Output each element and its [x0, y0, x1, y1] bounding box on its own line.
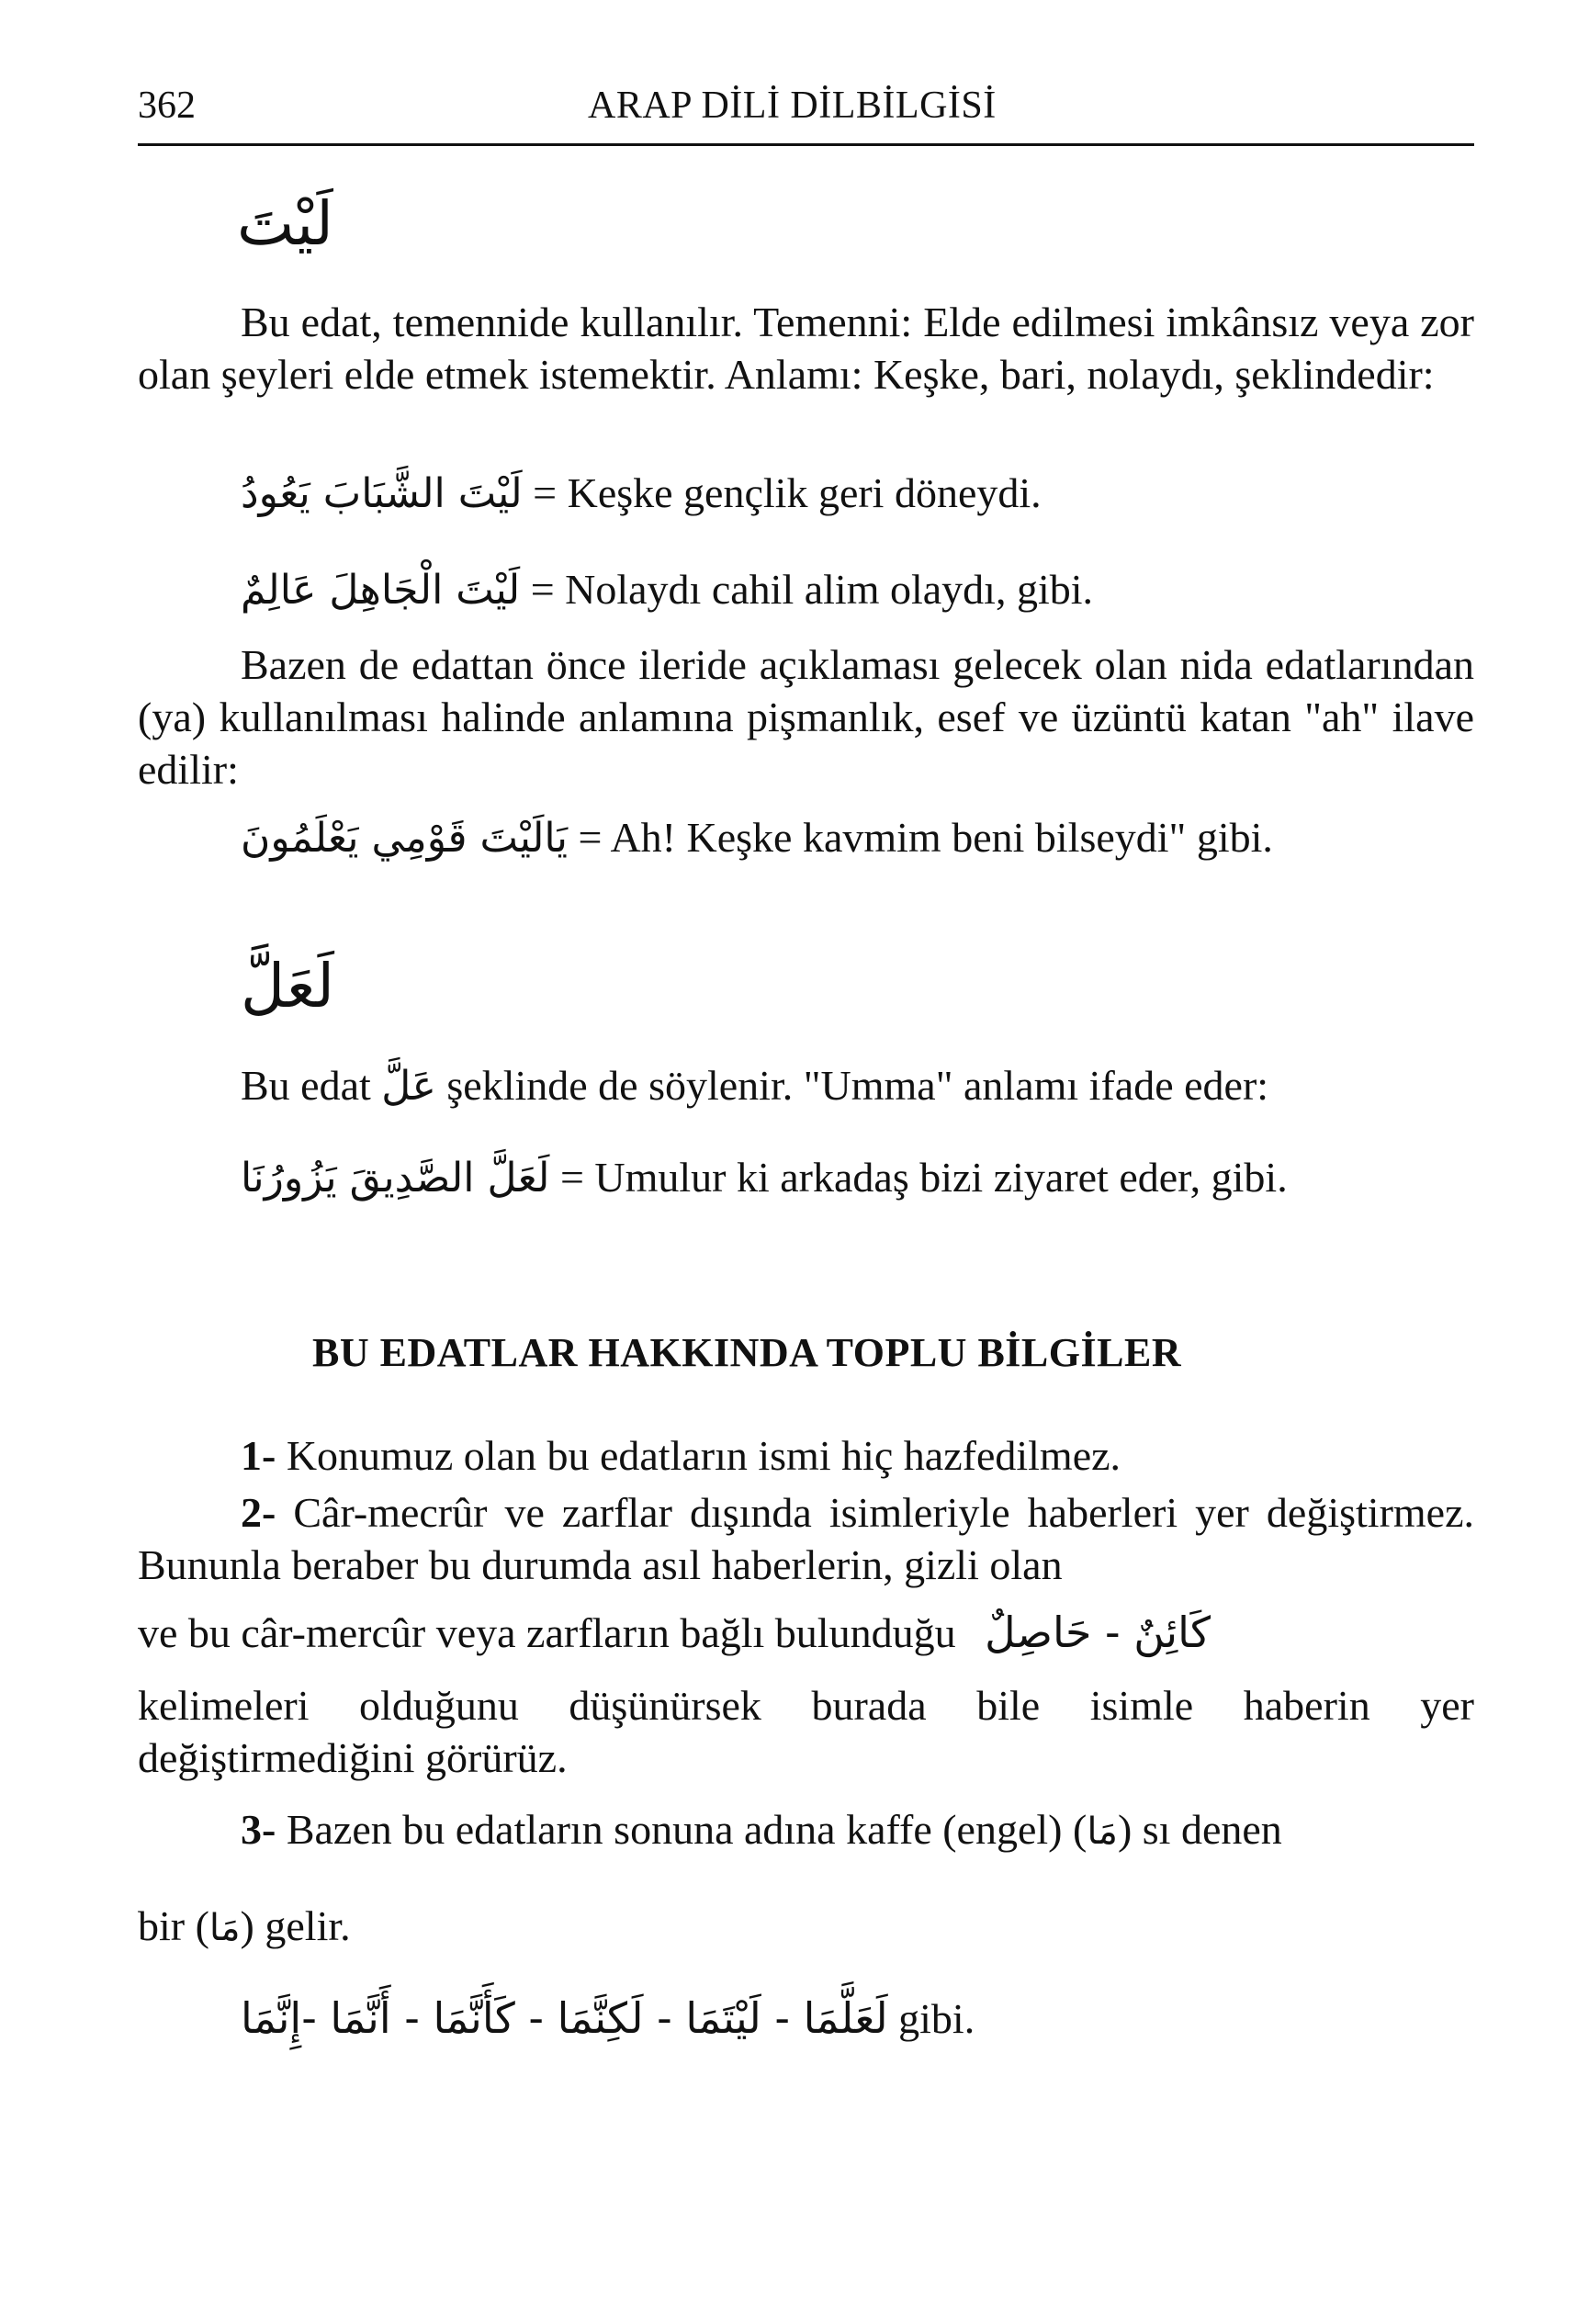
- page: [138, 83, 1474, 146]
- example-line-4: [241, 1153, 1288, 1201]
- term-lealle: لَعَلَّ: [241, 951, 334, 1021]
- item-3-text-b: ) sı denen: [1117, 1806, 1282, 1853]
- summary-item-3-line-1: [241, 1805, 1282, 1854]
- example-translation-2: = Nolaydı cahil alim olaydı, gibi.: [530, 566, 1094, 613]
- item-2-text-c: kelimeleri olduğunu düşünürsek burada bile isimle haberin yer değiştirmediğini görürüz.: [138, 1682, 1474, 1781]
- page-header: [138, 83, 1474, 146]
- item-3-text-a: Bazen bu edatların sonuna adına kaffe (engel) (: [286, 1806, 1088, 1853]
- summary-item-2-part-b: [138, 1608, 1474, 1657]
- summary-item-3-line-2: [138, 1901, 351, 1950]
- item-2-arabic-words: كَائِنٌ - حَاصِلٌ: [985, 1608, 1211, 1657]
- item-3-ma-2: مَا: [208, 1907, 241, 1949]
- example-arabic-1: لَيْتَ الشَّبَابَ يَعُودُ: [241, 470, 523, 517]
- term-leyte: لَيْتَ: [237, 188, 333, 259]
- example-arabic-2: لَيْتَ الْجَاهِلَ عَالِمٌ: [241, 567, 521, 614]
- lealle-text-after: şeklinde de söylenir. "Umma" anlamı ifade eder:: [446, 1062, 1269, 1109]
- example-line-2: [241, 565, 1093, 614]
- summary-item-3-examples: [241, 1993, 975, 2043]
- paragraph-nida: [138, 638, 1474, 795]
- example-line-1: [241, 468, 1042, 517]
- item-1-text: Konumuz olan bu edatların ismi hiç hazfedilmez.: [286, 1432, 1121, 1479]
- lealle-description-line: [241, 1061, 1268, 1110]
- item-2-text-b: ve bu câr-mercûr veya zarfların bağlı bulunduğu: [138, 1609, 956, 1656]
- example-translation-1: = Keşke gençlik geri döneydi.: [533, 469, 1042, 516]
- item-3-text-d: ) gelir.: [240, 1902, 351, 1949]
- item-2-number: 2-: [241, 1489, 276, 1536]
- lealle-variant-arabic: عَلَّ: [381, 1063, 436, 1110]
- summary-item-1: [241, 1431, 1121, 1480]
- example-arabic-3: يَالَيْتَ قَوْمِي يَعْلَمُونَ: [241, 815, 569, 862]
- item-3-list-suffix: gibi.: [898, 1995, 975, 2042]
- paragraph-nida-text: Bazen de edattan önce ileride açıklaması gelecek olan nida edatlarından (ya) kullanılması halinde anlamına pişmanlık, esef ve üzüntü katan "ah" ilave edilir:: [138, 641, 1474, 793]
- running-title: ARAP DİLİ DİLBİLGİSİ: [588, 85, 997, 127]
- item-2-text-a: Câr-mecrûr ve zarflar dışında isimleriyle haberleri yer değiştirmez. Bununla beraber bu durumda asıl haberlerin, gizli olan: [138, 1489, 1475, 1588]
- example-arabic-4: لَعَلَّ الصَّدِيقَ يَزُورُنَا: [241, 1155, 550, 1201]
- page-number: 362: [138, 85, 196, 127]
- example-translation-4: = Umulur ki arkadaş bizi ziyaret eder, gibi.: [559, 1154, 1288, 1201]
- summary-item-2-part-a: [138, 1486, 1474, 1591]
- item-3-ma-1: مَا: [1087, 1811, 1118, 1853]
- item-3-text-c: bir (: [138, 1902, 209, 1949]
- item-3-number: 3-: [241, 1806, 276, 1853]
- paragraph-leyte-definition: [138, 296, 1474, 400]
- example-translation-3: = Ah! Keşke kavmim beni bilseydi" gibi.: [578, 814, 1273, 861]
- summary-item-2-part-c: [138, 1679, 1474, 1784]
- lealle-text-before: Bu edat: [241, 1062, 371, 1109]
- example-line-3: [241, 813, 1273, 862]
- item-1-number: 1-: [241, 1432, 276, 1479]
- summary-heading: BU EDATLAR HAKKINDA TOPLU BİLGİLER: [312, 1330, 1182, 1375]
- item-3-arabic-list: لَعَلَّمَا - لَيْتَمَا - لَكِنَّمَا - كَأَنَّمَا - أَنَّمَا -إِنَّمَا: [241, 1993, 888, 2043]
- paragraph-text: Bu edat, temennide kullanılır. Temenni: Elde edilmesi imkânsız veya zor olan şeyleri elde etmek istemektir. Anlamı: Keşke, bari, nolaydı, şeklindedir:: [138, 299, 1474, 398]
